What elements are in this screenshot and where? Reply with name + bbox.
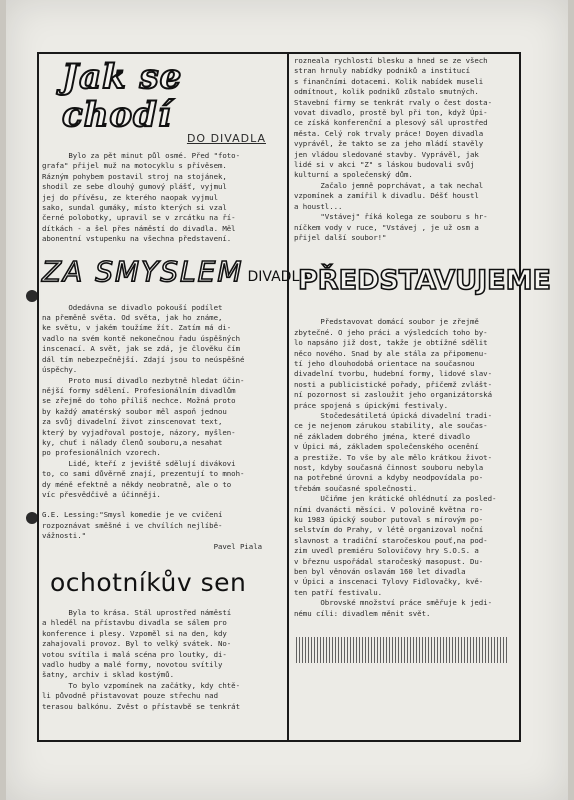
text-line: terasou balkónu. Zvěst o přístavbě se tenkrát xyxy=(42,701,240,711)
article-ochotnikuv-sen-continued xyxy=(294,56,516,243)
text-line: přijel další soubor!" xyxy=(294,232,387,242)
column-divider xyxy=(287,52,289,742)
text-line: stran hrnuly nabídky podniků a institucí xyxy=(294,66,470,76)
text-line: nost, kdyby současná činnost souboru nebyla xyxy=(294,463,484,472)
text-line: Učiňme jen krátické ohlédnutí za posled- xyxy=(294,494,497,504)
text-line: vzpomínek a zamířil k divadlu. Déšť houstl xyxy=(294,191,479,201)
text-line: a hleděl na přístavbu divadla se sálem pro xyxy=(42,618,227,628)
quote-line: G.E. Lessing:"Smysl komedie je ve cvičení xyxy=(42,510,223,520)
article-intro xyxy=(42,151,282,245)
text-line: s finančními dotacemi. Kolik nabídek museli xyxy=(294,76,484,86)
text-line: za svůj divadelní život zinscenovat text, xyxy=(42,417,223,427)
text-line: by každý amatérský soubor měl aspoň jednou xyxy=(42,406,227,416)
text-line: víc přesvědčivě a účinněji. xyxy=(42,489,161,499)
text-line: odmítnout, kolik podniků zůstalo smutných. xyxy=(294,87,479,97)
text-line: Stavební firmy se tenkrát rvaly o čest dosta- xyxy=(294,97,492,107)
text-line: třebám současné společnosti. xyxy=(294,483,418,493)
text-line: ní pozornost si zasloužit jeho organizátorská xyxy=(294,390,492,400)
text-line: se zřejmě do toho příliš nechce. Možná proto xyxy=(42,396,236,406)
text-line: zbytečné. O jeho práci a výsledcích toho by- xyxy=(294,327,488,337)
text-line: li původně přistavovat pouze střechu nad xyxy=(42,691,218,701)
text-line: vovat divadlo, prostě byl při ton, když Úpi- xyxy=(294,108,488,118)
quote-line: vážnosti." xyxy=(42,531,86,541)
title-za-smyslem-suffix: DIVADLA xyxy=(247,268,310,285)
text-line: v Úpici a inscenaci Tylovy Fidlovačky, kvě- xyxy=(294,577,484,587)
text-line: Lidé, kteří z jeviště sdělují divákovi xyxy=(42,458,236,468)
title-ochotnikuv-sen: ochotníkův sen xyxy=(50,568,247,597)
text-line: selstvím do Prahy, v létě organizoval noční xyxy=(294,525,484,535)
text-line: grafa" přijel muž na motocyklu s přívěsem. xyxy=(42,161,227,171)
right-column xyxy=(294,56,551,738)
article-za-smyslem xyxy=(42,303,282,552)
text-line: města. Celý rok trvaly práce! Doyen divadla xyxy=(294,128,484,138)
text-line: nější formy sdělení. Profesionálním divadlům xyxy=(42,385,236,395)
text-line: sako, sundal gumáky, místo kterých si vzal xyxy=(42,203,227,213)
text-line: Začalo jemně poprchávat, a tak nechal xyxy=(294,180,484,190)
text-line: Rázným pohybem postavil stroj na stojánek, xyxy=(42,171,227,181)
text-line: Bylo za pět minut půl osmé. Před "foto- xyxy=(42,151,240,160)
text-line: inscenací. A svět, jak se zdá, je člověku čím xyxy=(42,344,240,354)
text-line: úspěchy. xyxy=(42,365,78,375)
text-line: na potřebné úrovni a kdyby neodpovídala po- xyxy=(294,473,484,483)
text-line: Obrovské množství práce směřuje k jedi- xyxy=(294,598,492,608)
text-line: Představovat domácí soubor je zřejmě xyxy=(294,317,479,327)
text-line: divadelní tvorbu, hudební formy, lidové slav- xyxy=(294,369,492,379)
text-line: na přeměně světa. Od světa, jak ho známe, xyxy=(42,313,223,323)
text-line: Stočedesátiletá úpická divadelní tradi- xyxy=(294,410,492,420)
title-za-smyslem: ZA SMYSLEM xyxy=(42,254,244,288)
title-za-smyslem-row xyxy=(42,254,310,289)
text-line: kulturní a společenský dům. xyxy=(294,170,413,180)
text-line: vadlo na svém kontě nekonečnou řadu úspěšných xyxy=(42,333,240,343)
text-line: nosti a publicistické pořady, přičemž zvlášt- xyxy=(294,379,492,389)
text-line: rozneala rychlostí blesku a hned se ze všech xyxy=(294,56,488,65)
text-line: "Vstávej" říká kolega ze souboru s hr- xyxy=(294,212,488,222)
left-column xyxy=(42,56,310,738)
text-line: vyprávěl, že takto se za jeho mládí stavěly xyxy=(294,139,484,149)
text-line: nému cíli: divadlem měnit svět. xyxy=(294,608,431,618)
text-line: jen vládou sledované stavby. Vyprávěl, jak xyxy=(294,149,479,159)
text-line: něco nového. Snad by ale stála za připomenu- xyxy=(294,348,488,358)
text-line: ku 1983 úpický soubor putoval s mírovým po- xyxy=(294,515,484,525)
text-line: ke světu, v jakém toužíme žít. Zatím má di- xyxy=(42,323,232,333)
text-line: který by vyjadřoval postoje, názory, myšlen- xyxy=(42,427,236,437)
text-line: dál tím nebezpečnější. Zdají jsou to neúspěšné xyxy=(42,354,245,364)
title-jak-subtitle: DO DIVADLA xyxy=(186,132,266,145)
text-line: v Úpici má, základem společenského ocenění xyxy=(294,442,479,452)
text-line: To bylo vzpomínek na začátky, kdy chtě- xyxy=(42,680,240,690)
text-line: vadlo hudby a malé formy, novotou svítily xyxy=(42,660,223,670)
text-line: a houstl... xyxy=(294,201,343,211)
text-line: šatny, archiv i sklad kostýmů. xyxy=(42,670,174,680)
text-line: tí jeho dlouhodobá orientace na současnou xyxy=(294,358,475,368)
text-line: zim uvedl premiéru Solovičovy hry S.O.S. a xyxy=(294,546,479,556)
text-line: Odedávna se divadlo pokouší podílet xyxy=(42,302,223,312)
text-line: votou svítila i malá scéna pro loutky, di- xyxy=(42,649,227,659)
text-line: jej do přívěsu, ze kterého naopak vyjmul xyxy=(42,192,218,202)
text-line: zahajovali provoz. Byl to velký svátek. No- xyxy=(42,639,232,649)
text-line: lo napsáno již dost, takže je obtížné sdělit xyxy=(294,338,488,348)
text-line: práce spojená s úpickými festivaly. xyxy=(294,400,448,410)
article-ochotnikuv-sen xyxy=(42,608,282,712)
text-line: dy méně efektně a někdy neobratně, ale o to xyxy=(42,479,232,489)
text-line: ce získá konferenční a plesový sál uprostřed xyxy=(294,118,488,128)
decorative-hatch-bar xyxy=(296,637,508,663)
text-line: níčkem vody v ruce, "Vstávej , je už osm a xyxy=(294,222,479,232)
article-predstavujeme xyxy=(294,317,516,619)
text-line: ben byl věnován oslavám 160 let divadla xyxy=(294,567,466,577)
text-line: Byla to krása. Stál uprostřed náměstí xyxy=(42,608,232,617)
author-signature: Pavel Piala xyxy=(213,541,262,551)
text-line: Proto musí divadlo nezbytně hledat účin- xyxy=(42,375,245,385)
text-line: konference i plesy. Vzpoměl si na den, kdy xyxy=(42,628,227,638)
text-line: černé polobotky, upravil se v zrcátku na ří- xyxy=(42,213,236,223)
text-line: to, co sami důvěrně znají, prezentují to mnoh- xyxy=(42,469,245,479)
title-predstavujeme: PŘEDSTAVUJEME xyxy=(298,265,551,297)
text-line: ten patří festivalu. xyxy=(294,587,382,597)
text-line: ně základem dobrého jména, které divadlo xyxy=(294,431,470,441)
text-line: abonentní vstupenku na všechna představení. xyxy=(42,234,232,244)
text-line: ce je nejenom zárukou stability, ale součas- xyxy=(294,421,488,431)
text-line: slavnost a tradiční staročeskou pouť,na pod- xyxy=(294,535,488,545)
text-line: a prestiže. To vše by ale mělo krátkou život- xyxy=(294,452,492,462)
text-line: po profesionálních vzorech. xyxy=(42,448,161,458)
text-line: ky, chuť i nálady členů souboru,a nesahat xyxy=(42,437,223,447)
spacer xyxy=(42,500,282,510)
text-line: dítkách - a šel přes náměstí do divadla. Měl xyxy=(42,223,236,233)
quote-line: rozpoznávat směšné i ve chvílích nejlíbě- xyxy=(42,520,223,530)
text-line: ními dvanácti měsíci. V polovině května ro- xyxy=(294,504,484,514)
text-line: v březnu uspořádal staročeský masopust. Du- xyxy=(294,556,484,566)
text-line: lidé si v akci "Z" s láskou budovali svůj xyxy=(294,160,475,170)
text-line: shodil ze sebe dlouhý gumový plášť, vyjmul xyxy=(42,182,227,192)
title-jak-se-chodi: Jak se chodí xyxy=(62,57,183,135)
